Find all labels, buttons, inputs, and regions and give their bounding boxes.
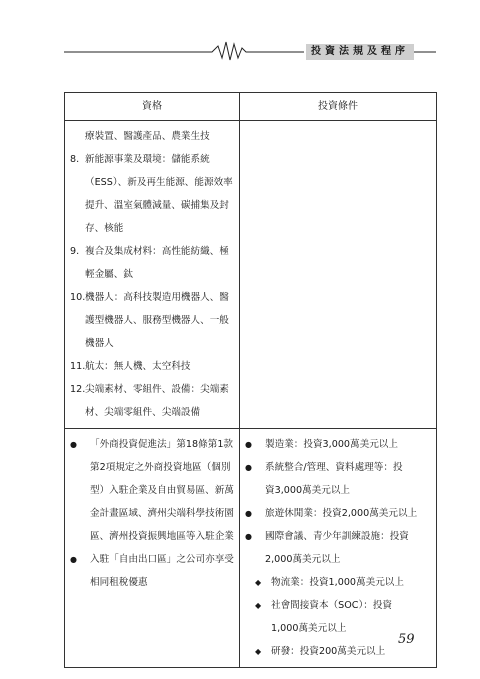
item-number [70,217,85,240]
item-text: 輕金屬、鈦 [85,269,133,280]
qualification-item [70,194,234,217]
item-number [70,171,85,194]
item-text: 新能源事業及環境：儲能系統 [85,154,210,165]
item-number [70,263,85,286]
diamond-icon: ◆ [255,578,262,587]
bullet-item [70,502,234,525]
item-text: 療裝置、醫護產品、農業生技 [85,131,210,142]
item-number [70,401,85,424]
item-number [70,125,85,148]
qualification-item [70,263,234,286]
page-number: 59 [398,632,415,647]
qualification-item [70,309,234,332]
diamond-icon [255,617,271,640]
qualification-item [70,171,234,194]
qualification-item [70,217,234,240]
item-number: 11. [70,361,86,372]
item-text: 護型機器人、服務型機器人、一般 [85,315,229,326]
qualification-item [70,240,234,263]
item-number: 10. [70,292,86,303]
bullet-icon: ● [245,463,252,472]
bullet-item [70,456,234,479]
item-text: 提升、溫室氣體減量、碳捕集及封 [85,200,229,211]
condition-subitem [245,571,431,594]
condition-subitem [245,594,431,617]
bullet-item [70,571,234,594]
item-number [70,332,85,355]
item-text: 機器人 [85,338,114,349]
bullet-text: 區、濟州投資振興地區等入駐企業 [90,531,234,542]
qualification-item [70,332,234,355]
item-text: 複合及集成材料：高性能紡織、極 [85,246,229,257]
bullet-icon: ● [70,555,77,564]
header-qualification: 資格 [65,93,240,121]
diamond-icon: ◆ [255,601,262,610]
qualification-item [70,148,234,171]
condition-item [245,479,431,502]
bullet-icon: ● [245,440,252,449]
subitem-text: 物流業：投資1,000萬美元以上 [271,577,404,588]
bullet-icon: ● [70,440,77,449]
bullet-icon [70,571,90,594]
qualification-item [70,401,234,424]
bullet-text: 相同租稅優惠 [90,577,148,588]
condition-text: 旅遊休閒業：投資2,000萬美元以上 [265,508,418,519]
condition-text: 製造業：投資3,000萬美元以上 [265,439,398,450]
bullet-icon: ● [245,532,252,541]
condition-text: 系統整合/管理、資料處理等：投 [265,462,403,473]
bullet-text: 入駐「自由出口區」之公司亦享受 [90,554,234,565]
condition-item [245,502,431,525]
bullet-text: 型）入駐企業及自由貿易區、新萬 [90,485,234,496]
bullet-text: 第2項規定之外商投資地區（個別 [90,462,231,473]
qualification-bullets-cell [65,429,240,668]
header-conditions: 投資條件 [240,93,437,121]
subitem-text: 社會間接資本（SOC）：投資 [271,600,393,611]
bullet-icon [245,479,265,502]
section-title: 投資法規及程序 [306,44,414,60]
condition-text: 資3,000萬美元以上 [265,485,351,496]
bullet-item [70,525,234,548]
item-text: （ESS）、新及再生能源、能源效率 [85,177,233,188]
bullet-icon: ● [245,509,252,518]
bullet-item [70,479,234,502]
condition-item [245,525,431,548]
item-number: 8. [70,154,80,165]
page-header [0,36,480,66]
item-number: 9. [70,246,80,257]
item-text: 存、核能 [85,223,124,234]
qualification-item [70,355,234,378]
bullet-icon [70,525,90,548]
bullet-text: 金計畫區域、濟州尖端科學技術園 [90,508,234,519]
subitem-text: 研發：投資200萬美元以上 [271,646,386,657]
qualification-item [70,125,234,148]
condition-item [245,548,431,571]
subitem-text: 1,000萬美元以上 [271,623,347,634]
item-text: 材、尖端零組件、尖端設備 [85,407,201,418]
qualification-list-cell [65,121,240,429]
investment-table [64,92,437,668]
bullet-icon [70,479,90,502]
qualification-item [70,286,234,309]
qualification-item [70,378,234,401]
bullet-icon [245,548,265,571]
item-text: 尖端素材、零組件、設備：尖端素 [85,384,229,395]
condition-text: 國際會議、青少年訓練設施：投資 [265,531,409,542]
bullet-icon [70,502,90,525]
bullet-item [70,548,234,571]
bullet-icon [70,456,90,479]
item-number [70,194,85,217]
bullet-text: 「外商投資促進法」第18條第1款 [90,439,234,450]
diamond-icon: ◆ [255,647,262,656]
item-number: 12. [70,384,86,395]
condition-item [245,433,431,456]
empty-conditions-cell [240,121,437,429]
item-text: 航太：無人機、太空科技 [85,361,191,372]
item-text: 機器人：高科技製造用機器人、醫 [85,292,229,303]
condition-item [245,456,431,479]
item-number [70,309,85,332]
bullet-item [70,433,234,456]
condition-text: 2,000萬美元以上 [265,554,341,565]
